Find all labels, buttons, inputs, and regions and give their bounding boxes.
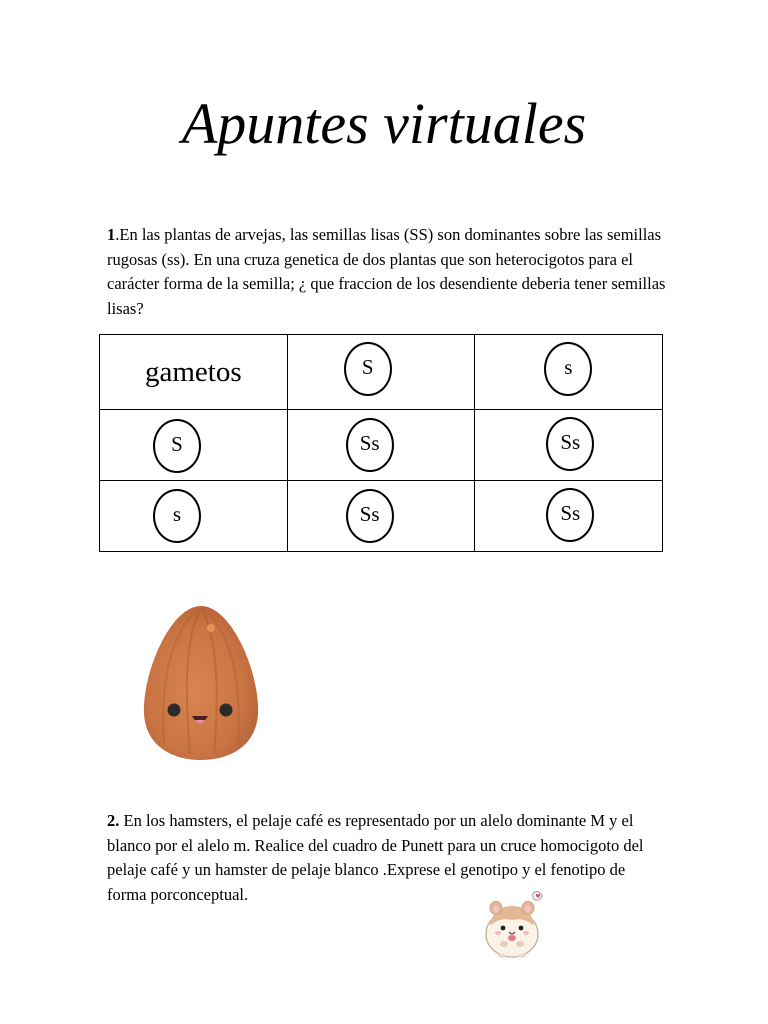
genotype-circle <box>546 417 594 471</box>
page-title: Apuntes virtuales <box>181 91 587 156</box>
question-2-text: En los hamsters, el pelaje café es representado por un alelo dominante M y el blanco por el alelo m. Realice del cuadro de Punett para un cruce homocigoto del pelaje café y un hamster de pelaje blanco .Exprese el genotipo y el fenotipo de forma porconceptual. <box>107 811 644 904</box>
question-1-text: .En las plantas de arvejas, las semillas lisas (SS) son dominantes sobre las semillas rugosas (ss). En una cruza genetica de dos plantas que son heterocigotos para el carácter forma de la semilla; ¿ que fraccion de los desendiente deberia tener semillas lisas? <box>107 225 666 318</box>
genotype-cell <box>287 481 475 552</box>
genotype-cell <box>475 410 663 481</box>
seed-eye-right <box>220 704 233 717</box>
genotype-1-1: Ss <box>359 430 380 455</box>
punnett-square <box>99 334 663 552</box>
genotype-circle <box>346 489 394 543</box>
question-2 <box>107 809 667 907</box>
genotype-2-2: Ss <box>560 500 581 525</box>
col-gamete-cell <box>475 335 663 410</box>
gamete-circle <box>344 342 392 396</box>
question-1-number: 1 <box>107 225 116 244</box>
col-gamete-2: s <box>564 354 573 379</box>
header-cell <box>100 335 288 410</box>
row-gamete-2: s <box>172 501 182 526</box>
genotype-circle <box>546 488 594 542</box>
seed-illustration <box>140 604 262 764</box>
genotype-cell <box>287 410 475 481</box>
seed-eye-left <box>168 704 181 717</box>
question-1 <box>107 223 667 321</box>
row-gamete-1: S <box>171 431 183 456</box>
gamete-circle <box>153 419 201 473</box>
row-gamete-cell <box>100 481 288 552</box>
seed-highlight <box>207 624 215 632</box>
seed-body <box>144 606 258 760</box>
gametes-header: gametos <box>145 356 242 388</box>
genotype-1-2: Ss <box>560 429 581 454</box>
gamete-circle <box>544 342 592 396</box>
gamete-circle <box>153 489 201 543</box>
hamster-illustration <box>484 890 550 960</box>
row-gamete-cell <box>100 410 288 481</box>
genotype-cell <box>475 481 663 552</box>
col-gamete-cell <box>287 335 475 410</box>
genotype-circle <box>346 418 394 472</box>
genotype-2-1: Ss <box>359 501 380 526</box>
col-gamete-1: S <box>361 354 374 379</box>
question-2-number: 2. <box>107 811 120 830</box>
